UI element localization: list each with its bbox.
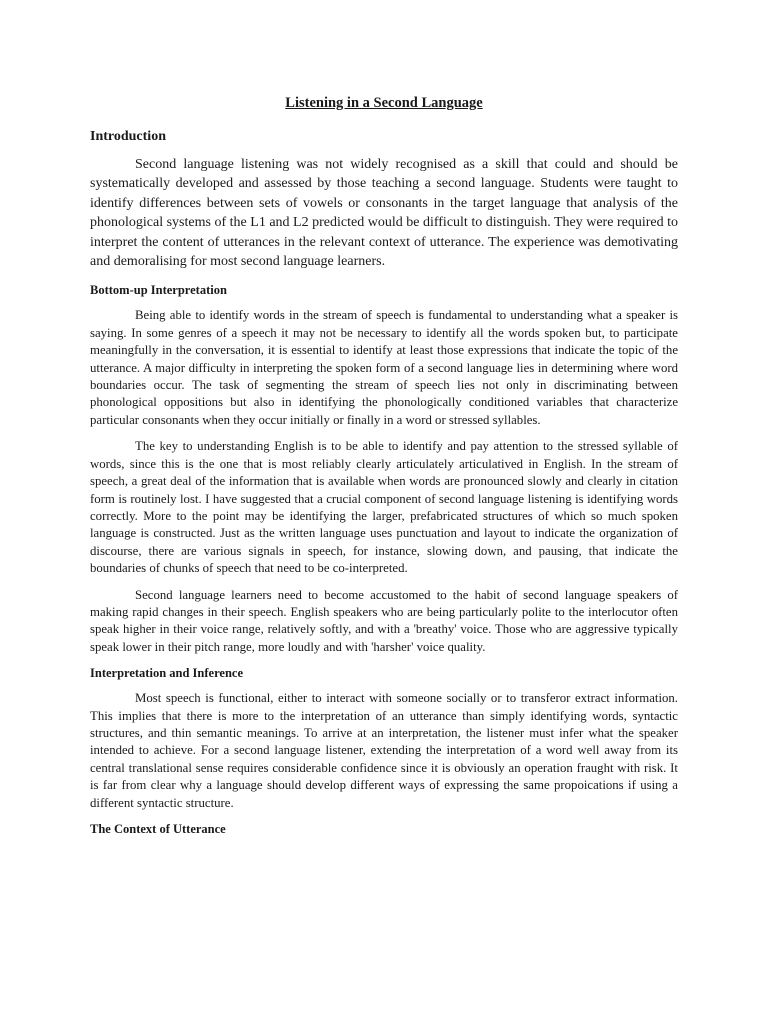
bottom-up-paragraph-2: The key to understanding English is to be able to identify and pay attention to the stressed syllable of words, since this is the one that is most reliably clearly articulately articulatived in English. In the stream of speech, a great deal of the information that is available when words are pronounced slowly and clearly in citation form is routinely lost. I have suggested that a crucial component of second language listening is identifying words correctly. More to the point may be identifying the larger, prefabricated structures of which so much spoken language is constructed. Just as the written language uses punctuation and layout to indicate the organization of discourse, there are various signals in speech, for instance, slowing down, and pausing, that indicate the boundaries of chunks of speech that need to be co-interpreted. (90, 439, 678, 576)
document-title: Listening in a Second Language (285, 95, 483, 111)
interpretation-paragraph: Most speech is functional, either to interact with someone socially or to transferor extract information. This implies that there is more to the interpretation of an utterance than simply identifying words, syntactic structures, and thin semantic meanings. To arrive at an interpretation, the listener must infer what the speaker intended to achieve. For a second language listener, extending the interpretation of a word well away from its central translational sense requires considerable confidence since it is obviously an operation fraught with risk. It is far from clear why a language should develop different ways of expressing the same propoications if using a different syntactic structure. (90, 691, 678, 810)
document-page (90, 94, 678, 846)
introduction-heading: Introduction (90, 129, 166, 144)
bottom-up-heading: Bottom-up Interpretation (90, 283, 227, 298)
introduction-paragraph: Second language listening was not widely recognised as a skill that could and should be systematically developed and assessed by those teaching a second language. Students were taught to identify differences between sets of vowels or consonants in the target language that analysis of the phonological systems of the L1 and L2 predicted would be difficult to distinguish. They were required to interpret the content of utterances in the relevant context of utterance. The experience was demotivating and demoralising for most second language learners. (90, 157, 678, 270)
bottom-up-paragraph-3: Second language learners need to become accustomed to the habit of second language speakers of making rapid changes in their speech. English speakers who are being particularly polite to the interlocutor often speak higher in their voice range, relatively softly, and with a 'breathy' voice. Those who are aggressive typically speak lower in their pitch range, more loudly and with 'harsher' voice quality. (90, 587, 678, 654)
context-heading: The Context of Utterance (90, 822, 226, 836)
bottom-up-paragraph-1: Being able to identify words in the stream of speech is fundamental to understanding what a speaker is saying. In some genres of a speech it may not be necessary to identify all the words spoken but, to participate meaningfully in the conversation, it is essential to identify at least those expressions that indicate the topic of the utterance. A major difficulty in interpreting the spoken form of a second language lies in determining where word boundaries occur. The task of segmenting the stream of speech lies not only in discriminating between phonological oppositions but also in identifying the phonologically conditioned variables that characterize particular consonants when they occur initially or finally in a word or stressed syllables. (90, 308, 678, 427)
interpretation-heading: Interpretation and Inference (90, 666, 243, 681)
